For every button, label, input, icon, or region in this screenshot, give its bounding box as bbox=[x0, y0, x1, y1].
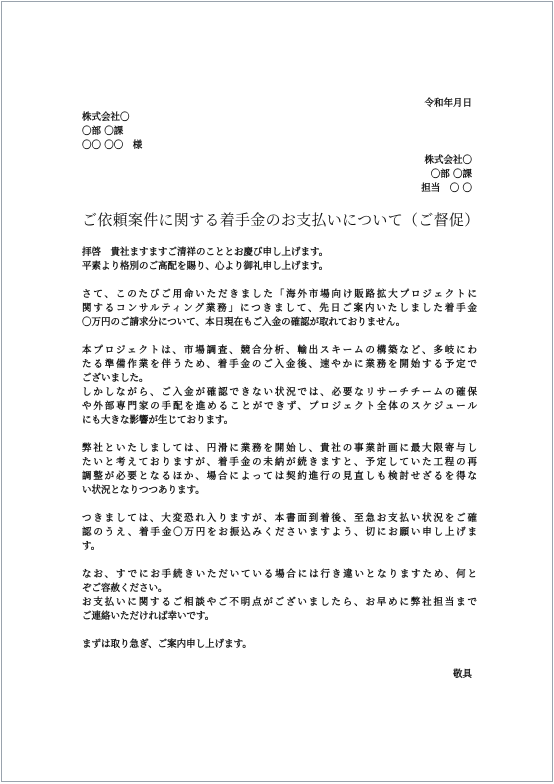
letter-title: ご依頼案件に関する着手金のお支払いについて（ご督促） bbox=[82, 211, 480, 229]
body-line: 平素より格別のご高配を賜り、心より御礼申し上げます。 bbox=[82, 261, 329, 272]
paragraph-closing bbox=[82, 638, 477, 652]
body-line: しかしながら、ご入金が確認できない状況では、必要なリサーチチームの確保 bbox=[82, 387, 477, 398]
paragraph-project bbox=[82, 344, 477, 428]
body-line: 〇万円のご請求分について、本日現在もご入金の確認が取れておりません。 bbox=[82, 317, 406, 328]
body-line: つきましては、大変恐れ入りますが、本書面到着後、至急お支払い状況をご確 bbox=[82, 513, 477, 524]
date-line: 令和年月日 bbox=[424, 98, 472, 109]
body-line: い状況となりつつあります。 bbox=[82, 485, 205, 496]
recipient-block bbox=[82, 111, 142, 153]
body-line: 関するコンサルティング業務」につきまして、先日ご案内いたしました着手金 bbox=[82, 303, 477, 314]
paragraph-impact bbox=[82, 442, 477, 498]
body-line: なお、すでにお手続きいただいている場合には行き違いとなりますため、何と bbox=[82, 569, 477, 580]
sender-block bbox=[421, 154, 472, 196]
body-line: ご連絡いただければ幸いです。 bbox=[82, 611, 215, 622]
sender-person: 担当 〇 〇 bbox=[421, 183, 472, 194]
body-line: お支払いに関するご相談やご不明点がございましたら、お早めに弊社担当まで bbox=[82, 597, 477, 608]
closing-word: 敬具 bbox=[452, 669, 472, 680]
body-line: まずは取り急ぎ、ご案内申し上げます。 bbox=[82, 639, 252, 650]
body-line: たいと考えておりますが、着手金の未納が続きますと、予定していた工程の再 bbox=[82, 457, 477, 468]
paragraph-request bbox=[82, 512, 477, 554]
sender-company: 株式会社〇 bbox=[424, 155, 472, 166]
body-line: 弊社といたしましては、円滑に業務を開始し、貴社の事業計画に最大限寄与し bbox=[82, 443, 477, 454]
paragraph-greeting bbox=[82, 246, 477, 274]
body-line: す。 bbox=[82, 541, 101, 552]
recipient-company: 株式会社〇 bbox=[82, 112, 130, 123]
body-line: ございました。 bbox=[82, 373, 149, 384]
body-line: たる準備作業を伴うため、着手金のご入金後、速やかに業務を開始する予定で bbox=[82, 359, 477, 370]
body-line: ぞご容赦ください。 bbox=[82, 583, 168, 594]
body-line: さて、このたびご用命いただきました「海外市場向け販路拡大プロジェクトに bbox=[82, 289, 477, 300]
body-line: や外部専門家の手配を進めることができず、プロジェクト全体のスケジュール bbox=[82, 401, 477, 412]
letter-body bbox=[82, 246, 477, 666]
paragraph-note bbox=[82, 568, 477, 624]
recipient-department: 〇部 〇課 bbox=[82, 126, 124, 137]
body-line: 調整が必要となるほか、場合によっては契約進行の見直しも検討せざるを得な bbox=[82, 471, 477, 482]
body-line: にも大きな影響が生じております。 bbox=[82, 415, 234, 426]
body-line: 本プロジェクトは、市場調査、競合分析、輸出スキームの構築など、多岐にわ bbox=[82, 345, 477, 356]
recipient-name: 〇〇 〇〇 様 bbox=[82, 140, 143, 151]
paragraph-invoice bbox=[82, 288, 477, 330]
sender-department: 〇部 〇課 bbox=[430, 169, 472, 180]
body-line: 認のうえ、着手金〇万円をお振込みくださいますよう、切にお願い申し上げま bbox=[82, 527, 477, 538]
body-line: 拝啓 貴社ますますご清祥のこととお慶び申し上げます。 bbox=[82, 247, 329, 258]
document-page bbox=[1, 1, 553, 782]
